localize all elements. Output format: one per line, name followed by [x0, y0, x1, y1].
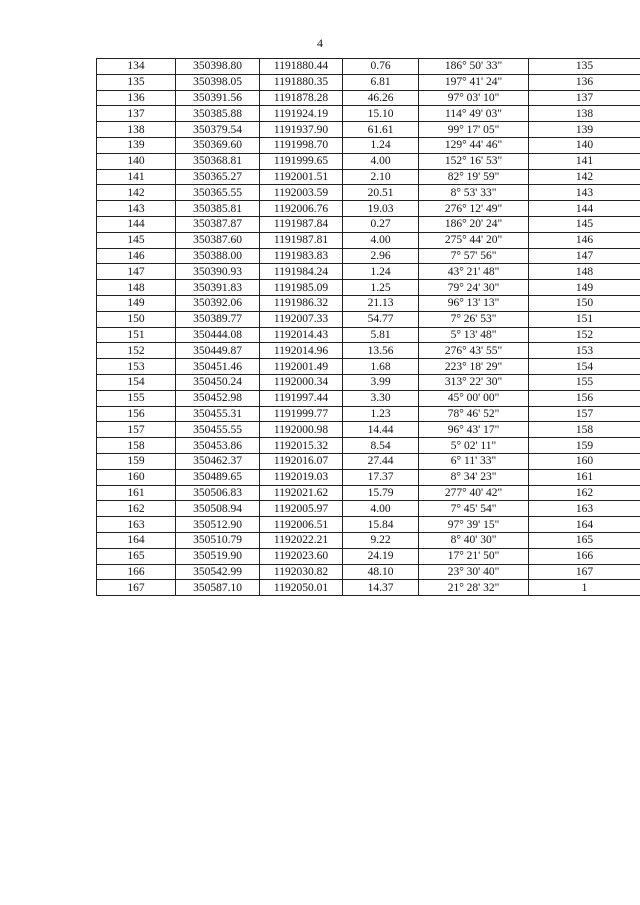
- x-coordinate-cell: 350388.00: [176, 248, 260, 264]
- distance-cell: 4.00: [343, 153, 419, 169]
- bearing-cell: 186° 20' 24": [419, 216, 529, 232]
- table-row: [97, 359, 640, 375]
- table-row: [97, 106, 640, 122]
- bearing-cell: 276° 43' 55": [419, 343, 529, 359]
- x-coordinate-cell: 350506.83: [176, 485, 260, 501]
- point-number-cell: 167: [97, 580, 176, 596]
- bearing-cell: 223° 18' 29": [419, 359, 529, 375]
- y-coordinate-cell: 1191924.19: [260, 106, 343, 122]
- distance-cell: 1.23: [343, 406, 419, 422]
- bearing-cell: 21° 28' 32": [419, 580, 529, 596]
- next-point-cell: 166: [529, 548, 640, 564]
- table-row: [97, 248, 640, 264]
- next-point-cell: 141: [529, 153, 640, 169]
- y-coordinate-cell: 1191986.32: [260, 295, 343, 311]
- next-point-cell: 1: [529, 580, 640, 596]
- y-coordinate-cell: 1191880.44: [260, 59, 343, 75]
- next-point-cell: 150: [529, 295, 640, 311]
- bearing-cell: 7° 57' 56": [419, 248, 529, 264]
- point-number-cell: 140: [97, 153, 176, 169]
- bearing-cell: 129° 44' 46": [419, 137, 529, 153]
- distance-cell: 24.19: [343, 548, 419, 564]
- next-point-cell: 153: [529, 343, 640, 359]
- distance-cell: 3.30: [343, 390, 419, 406]
- x-coordinate-cell: 350452.98: [176, 390, 260, 406]
- y-coordinate-cell: 1192001.49: [260, 359, 343, 375]
- y-coordinate-cell: 1192003.59: [260, 185, 343, 201]
- next-point-cell: 145: [529, 216, 640, 232]
- point-number-cell: 164: [97, 532, 176, 548]
- distance-cell: 6.81: [343, 74, 419, 90]
- next-point-cell: 144: [529, 201, 640, 217]
- next-point-cell: 152: [529, 327, 640, 343]
- point-number-cell: 157: [97, 422, 176, 438]
- distance-cell: 1.24: [343, 264, 419, 280]
- point-number-cell: 141: [97, 169, 176, 185]
- distance-cell: 15.10: [343, 106, 419, 122]
- y-coordinate-cell: 1191937.90: [260, 122, 343, 138]
- table-row: [97, 185, 640, 201]
- bearing-cell: 23° 30' 40": [419, 564, 529, 580]
- table-row: [97, 59, 640, 75]
- bearing-cell: 8° 34' 23": [419, 469, 529, 485]
- table-row: [97, 374, 640, 390]
- point-number-cell: 139: [97, 137, 176, 153]
- y-coordinate-cell: 1192023.60: [260, 548, 343, 564]
- x-coordinate-cell: 350398.80: [176, 59, 260, 75]
- next-point-cell: 136: [529, 74, 640, 90]
- x-coordinate-cell: 350519.90: [176, 548, 260, 564]
- next-point-cell: 156: [529, 390, 640, 406]
- x-coordinate-cell: 350508.94: [176, 501, 260, 517]
- x-coordinate-cell: 350455.55: [176, 422, 260, 438]
- bearing-cell: 7° 26' 53": [419, 311, 529, 327]
- y-coordinate-cell: 1192001.51: [260, 169, 343, 185]
- point-number-cell: 152: [97, 343, 176, 359]
- point-number-cell: 142: [97, 185, 176, 201]
- next-point-cell: 165: [529, 532, 640, 548]
- x-coordinate-cell: 350389.77: [176, 311, 260, 327]
- distance-cell: 54.77: [343, 311, 419, 327]
- distance-cell: 1.24: [343, 137, 419, 153]
- y-coordinate-cell: 1192021.62: [260, 485, 343, 501]
- distance-cell: 0.27: [343, 216, 419, 232]
- bearing-cell: 17° 21' 50": [419, 548, 529, 564]
- point-number-cell: 154: [97, 374, 176, 390]
- point-number-cell: 149: [97, 295, 176, 311]
- table-row: [97, 469, 640, 485]
- page-number: 4: [317, 36, 323, 50]
- next-point-cell: 137: [529, 90, 640, 106]
- x-coordinate-cell: 350455.31: [176, 406, 260, 422]
- y-coordinate-cell: 1192006.51: [260, 517, 343, 533]
- table-row: [97, 153, 640, 169]
- table-row: [97, 169, 640, 185]
- point-number-cell: 148: [97, 280, 176, 296]
- bearing-cell: 186° 50' 33": [419, 59, 529, 75]
- y-coordinate-cell: 1191997.44: [260, 390, 343, 406]
- bearing-cell: 99° 17' 05": [419, 122, 529, 138]
- distance-cell: 14.44: [343, 422, 419, 438]
- y-coordinate-cell: 1192007.33: [260, 311, 343, 327]
- table-row: [97, 406, 640, 422]
- y-coordinate-cell: 1191984.24: [260, 264, 343, 280]
- distance-cell: 13.56: [343, 343, 419, 359]
- distance-cell: 20.51: [343, 185, 419, 201]
- y-coordinate-cell: 1191878.28: [260, 90, 343, 106]
- table-row: [97, 548, 640, 564]
- bearing-cell: 6° 11' 33": [419, 453, 529, 469]
- bearing-cell: 78° 46' 52": [419, 406, 529, 422]
- coordinates-table-body: [97, 59, 640, 596]
- y-coordinate-cell: 1192022.21: [260, 532, 343, 548]
- x-coordinate-cell: 350444.08: [176, 327, 260, 343]
- table-row: [97, 517, 640, 533]
- distance-cell: 0.76: [343, 59, 419, 75]
- next-point-cell: 158: [529, 422, 640, 438]
- x-coordinate-cell: 350450.24: [176, 374, 260, 390]
- y-coordinate-cell: 1191983.83: [260, 248, 343, 264]
- y-coordinate-cell: 1192000.34: [260, 374, 343, 390]
- next-point-cell: 164: [529, 517, 640, 533]
- point-number-cell: 159: [97, 453, 176, 469]
- table-row: [97, 137, 640, 153]
- table-row: [97, 122, 640, 138]
- distance-cell: 15.84: [343, 517, 419, 533]
- bearing-cell: 43° 21' 48": [419, 264, 529, 280]
- bearing-cell: 313° 22' 30": [419, 374, 529, 390]
- table-row: [97, 453, 640, 469]
- distance-cell: 5.81: [343, 327, 419, 343]
- distance-cell: 4.00: [343, 501, 419, 517]
- distance-cell: 3.99: [343, 374, 419, 390]
- table-row: [97, 264, 640, 280]
- y-coordinate-cell: 1192015.32: [260, 438, 343, 454]
- point-number-cell: 137: [97, 106, 176, 122]
- bearing-cell: 8° 53' 33": [419, 185, 529, 201]
- x-coordinate-cell: 350387.60: [176, 232, 260, 248]
- x-coordinate-cell: 350365.27: [176, 169, 260, 185]
- next-point-cell: 157: [529, 406, 640, 422]
- point-number-cell: 153: [97, 359, 176, 375]
- y-coordinate-cell: 1192014.43: [260, 327, 343, 343]
- point-number-cell: 146: [97, 248, 176, 264]
- bearing-cell: 7° 45' 54": [419, 501, 529, 517]
- bearing-cell: 114° 49' 03": [419, 106, 529, 122]
- point-number-cell: 158: [97, 438, 176, 454]
- bearing-cell: 97° 03' 10": [419, 90, 529, 106]
- y-coordinate-cell: 1191998.70: [260, 137, 343, 153]
- y-coordinate-cell: 1191985.09: [260, 280, 343, 296]
- x-coordinate-cell: 350369.60: [176, 137, 260, 153]
- table-row: [97, 327, 640, 343]
- y-coordinate-cell: 1192019.03: [260, 469, 343, 485]
- bearing-cell: 45° 00' 00": [419, 390, 529, 406]
- x-coordinate-cell: 350392.06: [176, 295, 260, 311]
- next-point-cell: 146: [529, 232, 640, 248]
- distance-cell: 17.37: [343, 469, 419, 485]
- next-point-cell: 143: [529, 185, 640, 201]
- table-row: [97, 74, 640, 90]
- distance-cell: 2.96: [343, 248, 419, 264]
- distance-cell: 1.68: [343, 359, 419, 375]
- bearing-cell: 275° 44' 20": [419, 232, 529, 248]
- next-point-cell: 142: [529, 169, 640, 185]
- x-coordinate-cell: 350391.83: [176, 280, 260, 296]
- table-row: [97, 580, 640, 596]
- y-coordinate-cell: 1191987.81: [260, 232, 343, 248]
- y-coordinate-cell: 1192000.98: [260, 422, 343, 438]
- next-point-cell: 151: [529, 311, 640, 327]
- bearing-cell: 97° 39' 15": [419, 517, 529, 533]
- table-row: [97, 422, 640, 438]
- next-point-cell: 139: [529, 122, 640, 138]
- next-point-cell: 167: [529, 564, 640, 580]
- bearing-cell: 5° 13' 48": [419, 327, 529, 343]
- point-number-cell: 134: [97, 59, 176, 75]
- y-coordinate-cell: 1191987.84: [260, 216, 343, 232]
- x-coordinate-cell: 350449.87: [176, 343, 260, 359]
- point-number-cell: 151: [97, 327, 176, 343]
- x-coordinate-cell: 350462.37: [176, 453, 260, 469]
- table-row: [97, 564, 640, 580]
- y-coordinate-cell: 1191999.77: [260, 406, 343, 422]
- distance-cell: 15.79: [343, 485, 419, 501]
- table-row: [97, 501, 640, 517]
- next-point-cell: 140: [529, 137, 640, 153]
- bearing-cell: 82° 19' 59": [419, 169, 529, 185]
- next-point-cell: 159: [529, 438, 640, 454]
- x-coordinate-cell: 350398.05: [176, 74, 260, 90]
- table-row: [97, 438, 640, 454]
- point-number-cell: 155: [97, 390, 176, 406]
- table-row: [97, 532, 640, 548]
- bearing-cell: 79° 24' 30": [419, 280, 529, 296]
- distance-cell: 14.37: [343, 580, 419, 596]
- x-coordinate-cell: 350451.46: [176, 359, 260, 375]
- distance-cell: 8.54: [343, 438, 419, 454]
- distance-cell: 46.26: [343, 90, 419, 106]
- bearing-cell: 5° 02' 11": [419, 438, 529, 454]
- point-number-cell: 162: [97, 501, 176, 517]
- x-coordinate-cell: 350510.79: [176, 532, 260, 548]
- y-coordinate-cell: 1192006.76: [260, 201, 343, 217]
- distance-cell: 9.22: [343, 532, 419, 548]
- next-point-cell: 155: [529, 374, 640, 390]
- x-coordinate-cell: 350368.81: [176, 153, 260, 169]
- next-point-cell: 162: [529, 485, 640, 501]
- x-coordinate-cell: 350587.10: [176, 580, 260, 596]
- point-number-cell: 143: [97, 201, 176, 217]
- bearing-cell: 276° 12' 49": [419, 201, 529, 217]
- next-point-cell: 149: [529, 280, 640, 296]
- point-number-cell: 144: [97, 216, 176, 232]
- table-row: [97, 485, 640, 501]
- table-row: [97, 343, 640, 359]
- x-coordinate-cell: 350542.99: [176, 564, 260, 580]
- distance-cell: 21.13: [343, 295, 419, 311]
- x-coordinate-cell: 350385.88: [176, 106, 260, 122]
- x-coordinate-cell: 350512.90: [176, 517, 260, 533]
- x-coordinate-cell: 350391.56: [176, 90, 260, 106]
- distance-cell: 27.44: [343, 453, 419, 469]
- y-coordinate-cell: 1192030.82: [260, 564, 343, 580]
- point-number-cell: 166: [97, 564, 176, 580]
- next-point-cell: 163: [529, 501, 640, 517]
- y-coordinate-cell: 1192016.07: [260, 453, 343, 469]
- point-number-cell: 135: [97, 74, 176, 90]
- point-number-cell: 150: [97, 311, 176, 327]
- next-point-cell: 135: [529, 59, 640, 75]
- table-row: [97, 390, 640, 406]
- distance-cell: 19.03: [343, 201, 419, 217]
- table-row: [97, 232, 640, 248]
- coordinates-table: [96, 58, 640, 596]
- distance-cell: 48.10: [343, 564, 419, 580]
- y-coordinate-cell: 1191880.35: [260, 74, 343, 90]
- bearing-cell: 96° 43' 17": [419, 422, 529, 438]
- point-number-cell: 163: [97, 517, 176, 533]
- bearing-cell: 277° 40' 42": [419, 485, 529, 501]
- distance-cell: 2.10: [343, 169, 419, 185]
- x-coordinate-cell: 350390.93: [176, 264, 260, 280]
- x-coordinate-cell: 350489.65: [176, 469, 260, 485]
- table-row: [97, 90, 640, 106]
- y-coordinate-cell: 1192014.96: [260, 343, 343, 359]
- table-row: [97, 216, 640, 232]
- y-coordinate-cell: 1192050.01: [260, 580, 343, 596]
- bearing-cell: 96° 13' 13": [419, 295, 529, 311]
- table-row: [97, 280, 640, 296]
- y-coordinate-cell: 1192005.97: [260, 501, 343, 517]
- x-coordinate-cell: 350365.55: [176, 185, 260, 201]
- distance-cell: 61.61: [343, 122, 419, 138]
- bearing-cell: 197° 41' 24": [419, 74, 529, 90]
- point-number-cell: 138: [97, 122, 176, 138]
- point-number-cell: 165: [97, 548, 176, 564]
- bearing-cell: 8° 40' 30": [419, 532, 529, 548]
- distance-cell: 1.25: [343, 280, 419, 296]
- x-coordinate-cell: 350385.81: [176, 201, 260, 217]
- next-point-cell: 154: [529, 359, 640, 375]
- bearing-cell: 152° 16' 53": [419, 153, 529, 169]
- x-coordinate-cell: 350453.86: [176, 438, 260, 454]
- point-number-cell: 161: [97, 485, 176, 501]
- next-point-cell: 148: [529, 264, 640, 280]
- table-row: [97, 295, 640, 311]
- distance-cell: 4.00: [343, 232, 419, 248]
- x-coordinate-cell: 350387.87: [176, 216, 260, 232]
- next-point-cell: 138: [529, 106, 640, 122]
- next-point-cell: 147: [529, 248, 640, 264]
- point-number-cell: 136: [97, 90, 176, 106]
- next-point-cell: 160: [529, 453, 640, 469]
- next-point-cell: 161: [529, 469, 640, 485]
- table-row: [97, 311, 640, 327]
- x-coordinate-cell: 350379.54: [176, 122, 260, 138]
- point-number-cell: 156: [97, 406, 176, 422]
- y-coordinate-cell: 1191999.65: [260, 153, 343, 169]
- point-number-cell: 147: [97, 264, 176, 280]
- point-number-cell: 145: [97, 232, 176, 248]
- table-row: [97, 201, 640, 217]
- point-number-cell: 160: [97, 469, 176, 485]
